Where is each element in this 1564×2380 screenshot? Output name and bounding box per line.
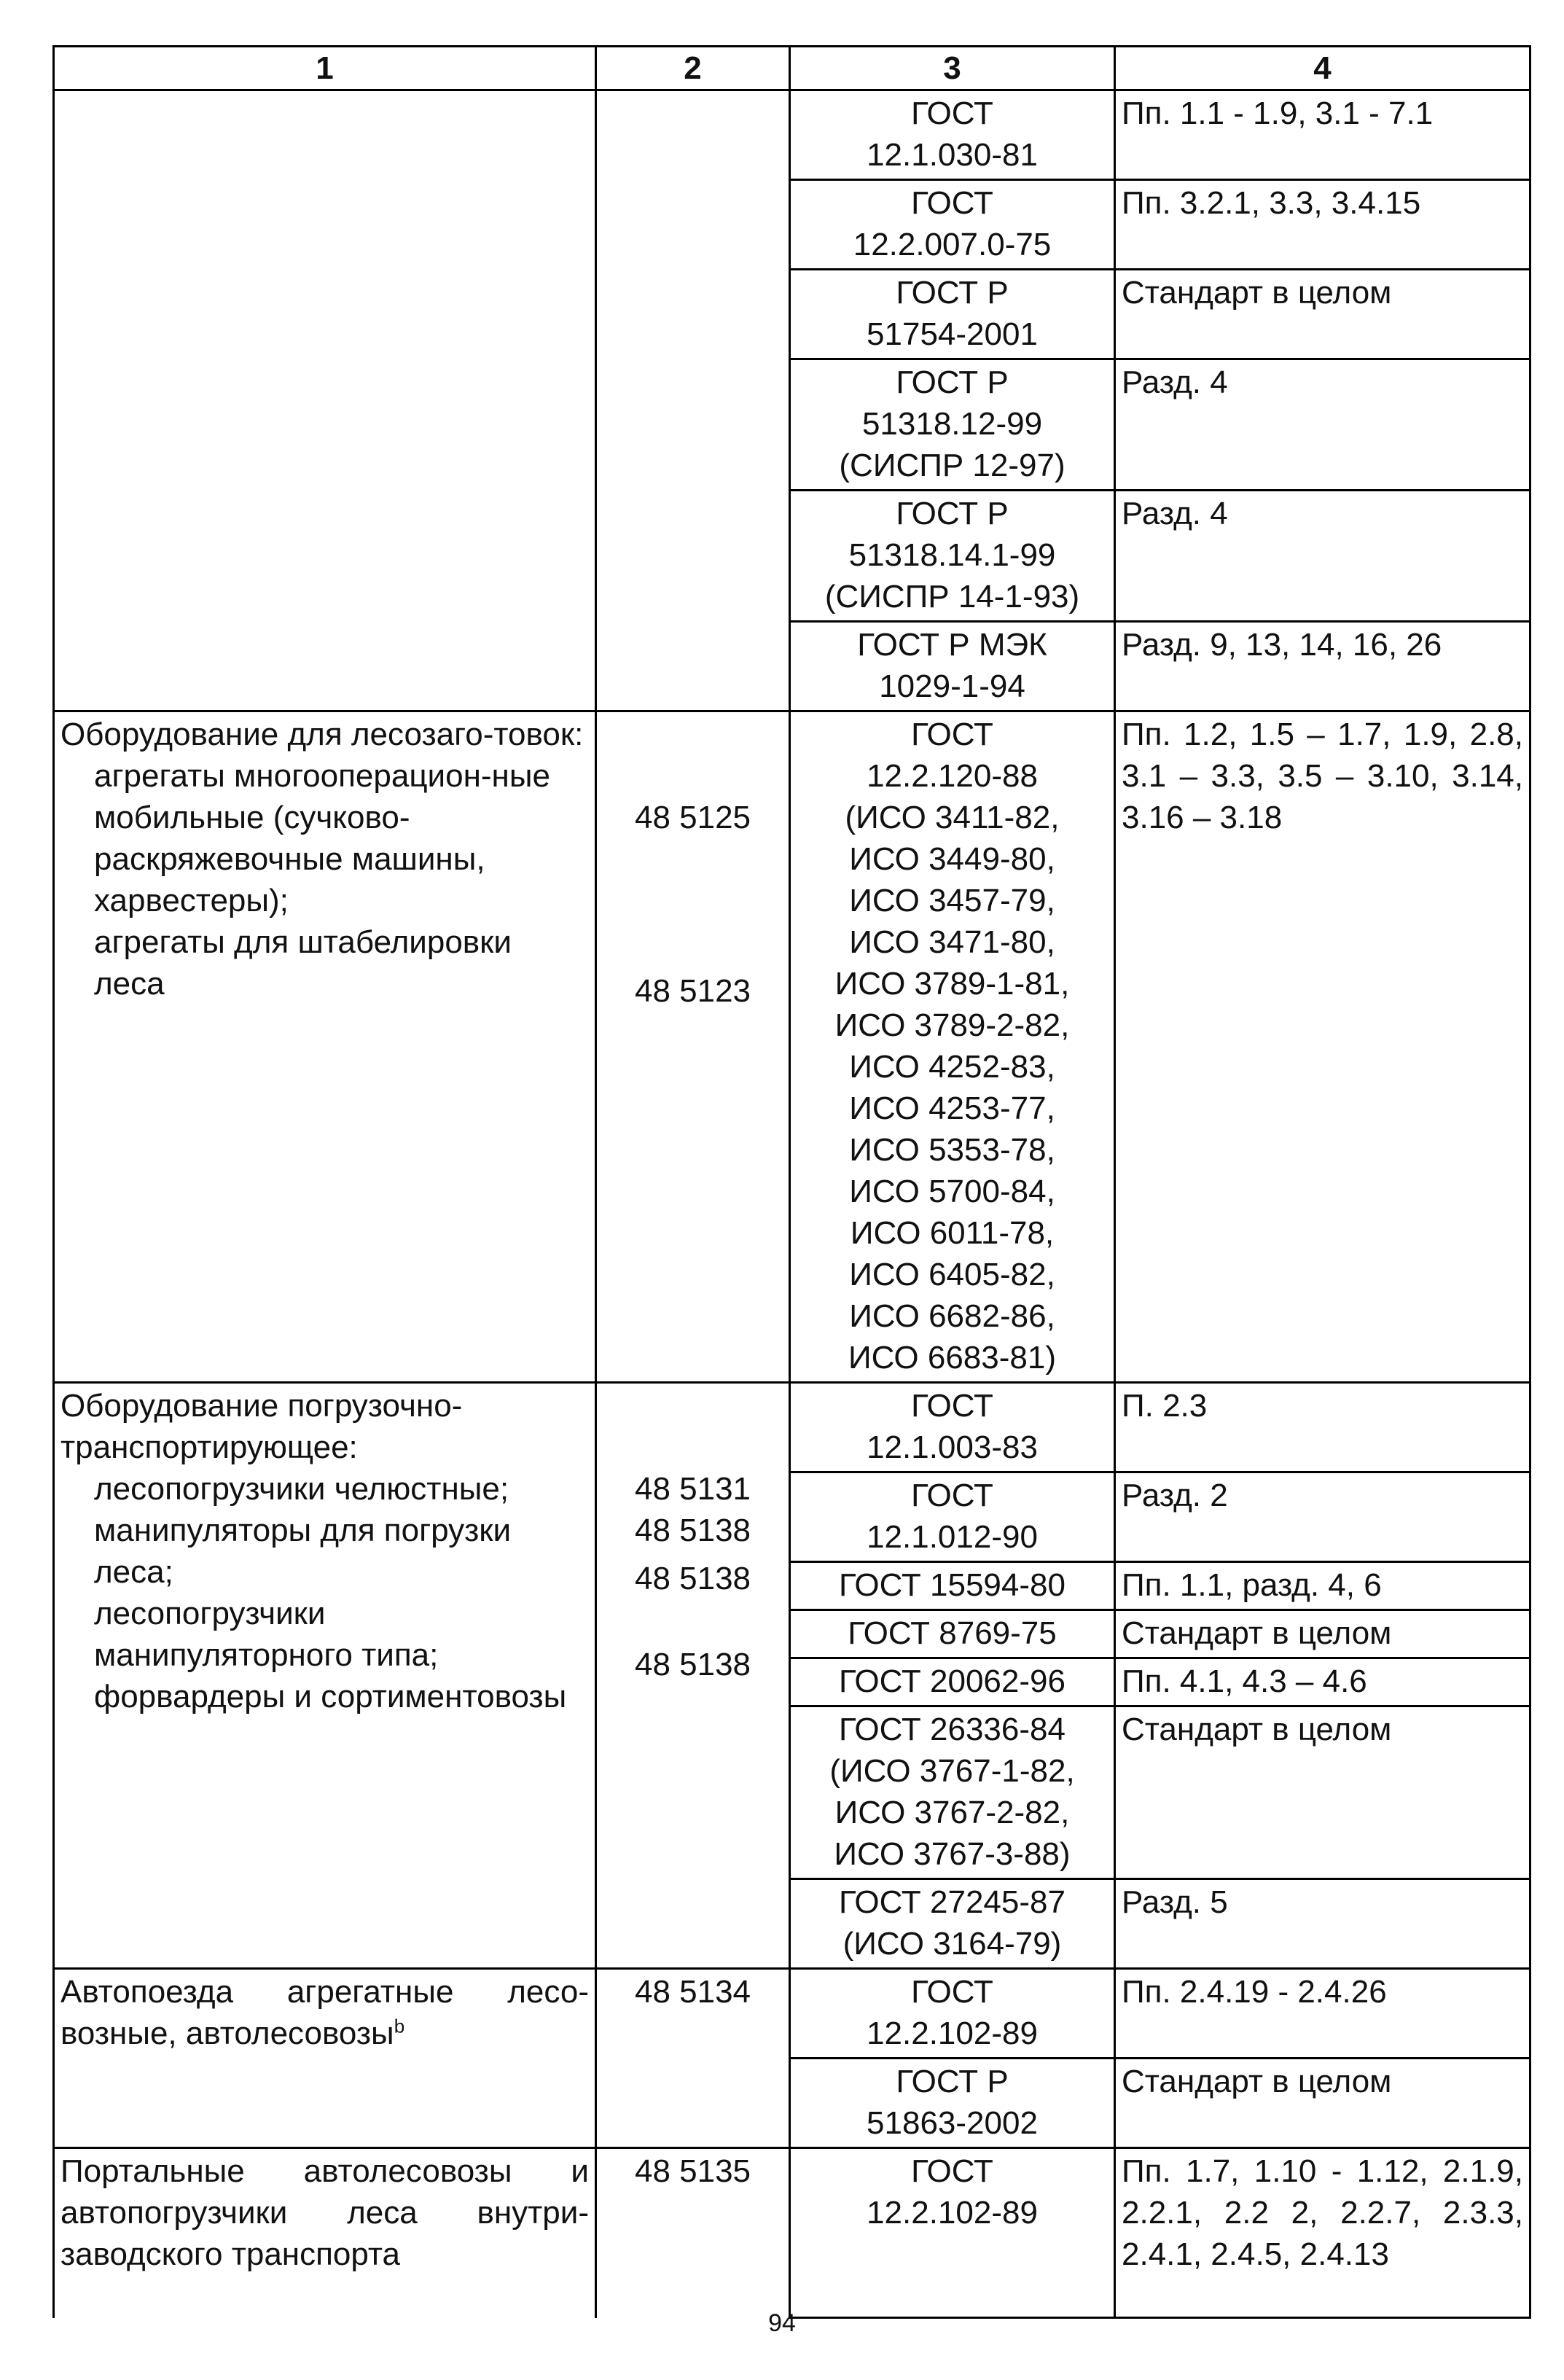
equipment-item: лесопогрузчики челюстные; <box>94 1471 509 1507</box>
header-row <box>54 47 1530 90</box>
table-row <box>54 90 1530 180</box>
standard-cell: ГОСТ 12.1.030-81 <box>790 90 1115 180</box>
clauses-cell: П. 2.3 <box>1115 1383 1530 1472</box>
clauses-cell: Пп. 2.4.19 - 2.4.26 <box>1115 1969 1530 2059</box>
okp-code: 48 5138 <box>634 1513 751 1548</box>
equipment-item: агрегаты многооперацион-ные мобильные (сучково-раскряжевочные машины, харвестеры); <box>94 758 550 918</box>
okp-code: 48 5135 <box>596 2148 790 2318</box>
table-row <box>54 1969 1530 2059</box>
col-header-3: 3 <box>790 47 1115 90</box>
standard-cell: ГОСТ 12.2.007.0-75 <box>790 180 1115 270</box>
equipment-item: лесопогрузчики манипуляторного типа; <box>94 1596 439 1673</box>
clauses-cell: Стандарт в целом <box>1115 1610 1530 1658</box>
standard-cell: ГОСТ 12.2.102-89 <box>790 1969 1115 2059</box>
standard-cell: ГОСТ 26336-84 (ИСО 3767-1-82, ИСО 3767-2-82, ИСО 3767-3-88) <box>790 1706 1115 1879</box>
col-header-2: 2 <box>596 47 790 90</box>
equipment-title: Автопоезда агрегатные лесо-возные, автолесовозы <box>60 1974 589 2051</box>
col-header-1: 1 <box>54 47 596 90</box>
equipment-cell <box>54 90 596 711</box>
clauses-cell: Стандарт в целом <box>1115 2059 1530 2148</box>
standard-cell: ГОСТ 12.1.012-90 <box>790 1472 1115 1562</box>
standard-cell: ГОСТ 8769-75 <box>790 1610 1115 1658</box>
standard-cell: ГОСТ 12.1.003-83 <box>790 1383 1115 1472</box>
standard-cell: ГОСТ Р 51863-2002 <box>790 2059 1115 2148</box>
clauses-cell: Пп. 1.1 - 1.9, 3.1 - 7.1 <box>1115 90 1530 180</box>
clauses-cell: Разд. 2 <box>1115 1472 1530 1562</box>
col-header-4: 4 <box>1115 47 1530 90</box>
standard-cell: ГОСТ Р 51318.12-99 (СИСПР 12-97) <box>790 359 1115 491</box>
clauses-cell: Разд. 4 <box>1115 491 1530 622</box>
standard-cell: ГОСТ Р МЭК 1029-1-94 <box>790 622 1115 711</box>
clauses-cell: Пп. 4.1, 4.3 – 4.6 <box>1115 1658 1530 1706</box>
okp-code: 48 5138 <box>634 1647 751 1682</box>
footnote-mark: b <box>394 2015 405 2037</box>
standard-cell: ГОСТ Р 51754-2001 <box>790 270 1115 359</box>
clauses-cell: Стандарт в целом <box>1115 1706 1530 1879</box>
equipment-cell <box>54 1383 596 1969</box>
table-row <box>54 1383 1530 1472</box>
equipment-item: агрегаты для штабелировки леса <box>94 924 512 1002</box>
table-row <box>54 2148 1530 2318</box>
page-number: 94 <box>768 2309 796 2337</box>
equipment-item: манипуляторы для погрузки леса; <box>94 1513 512 1590</box>
clauses-cell: Разд. 4 <box>1115 359 1530 491</box>
clauses-cell: Пп. 3.2.1, 3.3, 3.4.15 <box>1115 180 1530 270</box>
code-cell <box>596 90 790 711</box>
clauses-cell: Разд. 9, 13, 14, 16, 26 <box>1115 622 1530 711</box>
standard-cell: ГОСТ 15594-80 <box>790 1562 1115 1610</box>
clauses-cell: Разд. 5 <box>1115 1879 1530 1969</box>
clauses-cell: Пп. 1.2, 1.5 – 1.7, 1.9, 2.8, 3.1 – 3.3, 3.5 – 3.10, 3.14, 3.16 – 3.18 <box>1115 711 1530 1383</box>
okp-code: 48 5134 <box>596 1969 790 2148</box>
standard-cell: ГОСТ 12.2.102-89 <box>790 2148 1115 2318</box>
standard-cell: ГОСТ 12.2.120-88 (ИСО 3411-82, ИСО 3449-80, ИСО 3457-79, ИСО 3471-80, ИСО 3789-1-81, ИСО 3789-2-82, ИСО 4252-83, ИСО 4253-77, ИСО 5353-78, ИСО 5700-84, ИСО 6011-78, ИСО 6405-82, ИСО 6682-86, ИСО 6683-81) <box>790 711 1115 1383</box>
okp-code: 48 5131 <box>634 1471 751 1507</box>
clauses-cell: Стандарт в целом <box>1115 270 1530 359</box>
equipment-title: Оборудование для лесозаго-товок: <box>60 717 584 752</box>
equipment-title: Оборудование погрузочно-транспортирующее: <box>60 1388 463 1465</box>
standard-cell: ГОСТ Р 51318.14.1-99 (СИСПР 14-1-93) <box>790 491 1115 622</box>
okp-code: 48 5123 <box>634 973 751 1009</box>
equipment-cell <box>54 711 596 1383</box>
code-cell <box>596 1383 790 1969</box>
clauses-cell: Пп. 1.7, 1.10 - 1.12, 2.1.9, 2.2.1, 2.2 2, 2.2.7, 2.3.3, 2.4.1, 2.4.5, 2.4.13 <box>1115 2148 1530 2318</box>
table-row <box>54 711 1530 1383</box>
okp-code: 48 5138 <box>634 1561 751 1596</box>
equipment-item: форвардеры и сортиментовозы <box>94 1679 567 1714</box>
standard-cell: ГОСТ 20062-96 <box>790 1658 1115 1706</box>
okp-code: 48 5125 <box>634 800 751 835</box>
standard-cell: ГОСТ 27245-87 (ИСО 3164-79) <box>790 1879 1115 1969</box>
standards-table <box>52 45 1531 2319</box>
equipment-cell: Портальные автолесовозы и автопогрузчики леса внутри-заводского транспорта <box>54 2148 596 2318</box>
equipment-cell <box>54 1969 596 2148</box>
clauses-cell: Пп. 1.1, разд. 4, 6 <box>1115 1562 1530 1610</box>
code-cell <box>596 711 790 1383</box>
